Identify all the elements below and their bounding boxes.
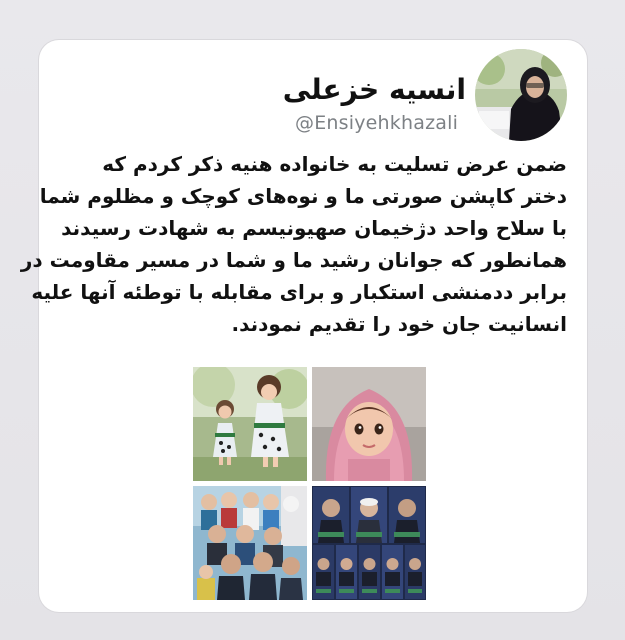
author-name[interactable]: انسیه خزعلی <box>282 73 466 106</box>
martyrs-poster-grid-icon <box>312 486 426 600</box>
tweet-text-line: دختر کاپشن صورتی ما و نوه‌های کوچک و مظلوم شما <box>39 184 567 208</box>
girl-pink-hood-photo-icon <box>312 367 426 481</box>
author-handle[interactable]: @Ensiyehkhazali <box>295 112 459 134</box>
tweet-text-line: با سلاح واحد دژخیمان صهیونیسم به شهادت رسیدند <box>61 216 567 240</box>
tweet-text-line: انسانیت جان خود را تقدیم نمودند. <box>231 312 567 336</box>
two-girls-photo-icon <box>193 367 307 481</box>
family-group-photo-icon <box>193 486 307 600</box>
media-tile-two-girls[interactable] <box>193 367 307 481</box>
tweet-text-line: ضمن عرض تسلیت به خانواده هنیه ذکر کردم که <box>102 152 567 176</box>
tweet-text-line: برابر ددمنشی استکبار و برای مقابله با توطئه آنها علیه <box>31 280 567 304</box>
media-tile-girl-pink-hood[interactable] <box>312 367 426 481</box>
tweet-text <box>20 148 567 340</box>
media-tile-family-group[interactable] <box>193 486 307 600</box>
avatar-photo-icon <box>475 49 567 141</box>
avatar[interactable] <box>475 49 567 141</box>
media-tile-martyrs-posters[interactable] <box>312 486 426 600</box>
tweet-text-line: همانطور که جوانان رشید ما و شما در مسیر مقاومت در <box>20 248 567 272</box>
tweet-card[interactable] <box>20 40 587 612</box>
media-grid <box>193 367 426 600</box>
